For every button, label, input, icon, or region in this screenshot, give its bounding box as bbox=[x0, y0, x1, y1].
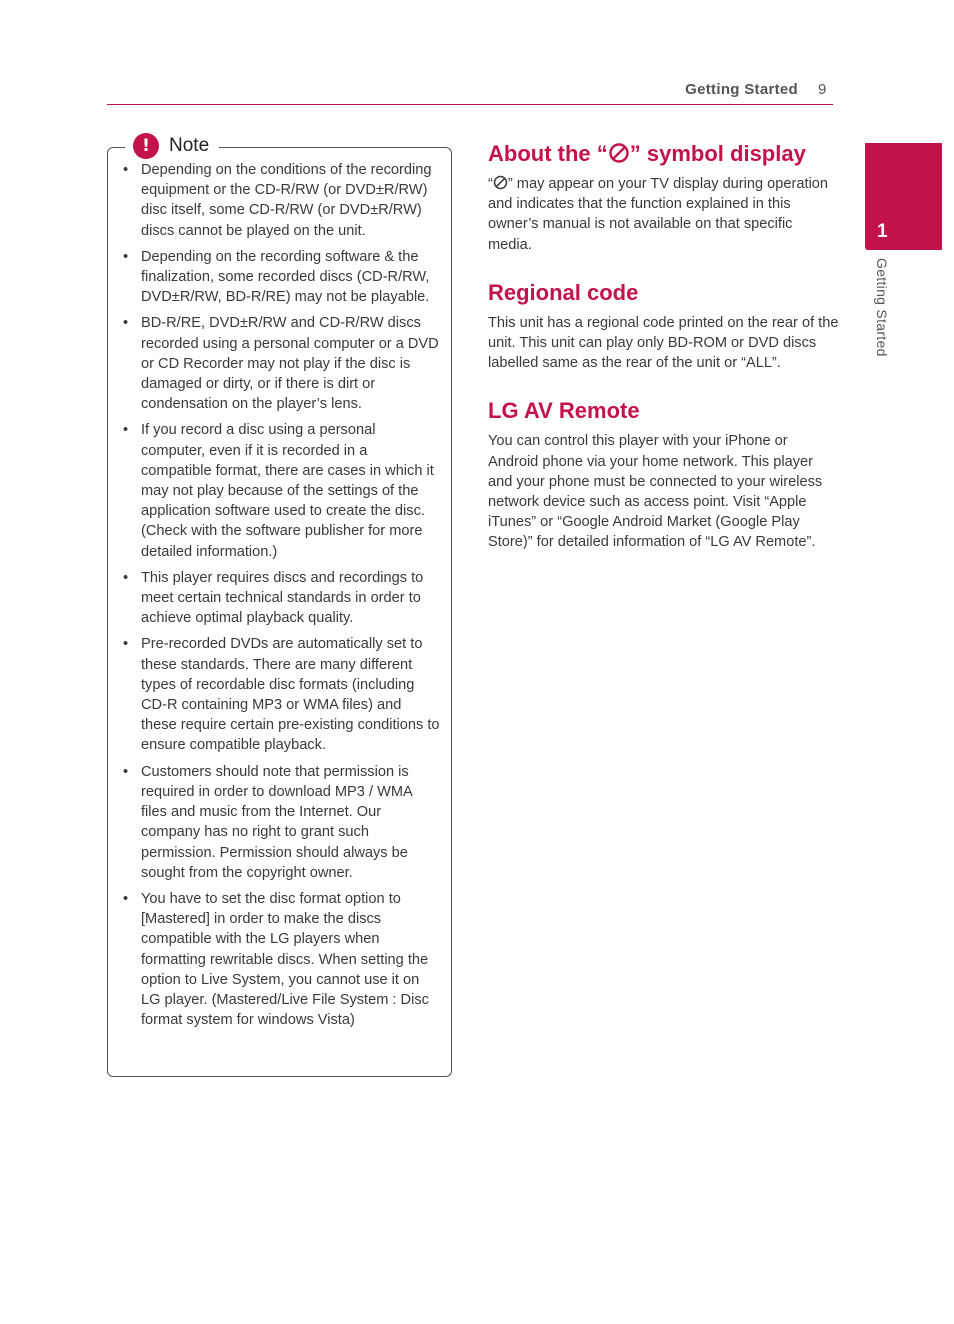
note-item: • Customers should note that permission is required in order to download MP3 / WMA files and music from the Internet. Our company has no right to grant such permission. Permission should always be sought from the copyright owner. bbox=[122, 762, 440, 883]
heading-suffix: ” symbol display bbox=[629, 141, 806, 166]
section-regional-code bbox=[488, 277, 840, 374]
section-body bbox=[488, 174, 840, 255]
note-item: • Pre-recorded DVDs are automatically set to these standards. There are many different types of recordable disc formats (including CD-R containing MP3 or WMA files) and these require certain pre-existing conditions to ensure compatible playback. bbox=[122, 634, 440, 755]
note-item: • This player requires discs and recordings to meet certain technical standards in order to achieve optimal playback quality. bbox=[122, 568, 440, 629]
prohibited-icon bbox=[608, 142, 630, 164]
note-header bbox=[125, 131, 219, 161]
note-title: Note bbox=[169, 135, 210, 156]
section-heading: Regional code bbox=[488, 279, 639, 305]
page-number: 9 bbox=[818, 81, 827, 98]
chapter-side-label: Getting Started bbox=[874, 258, 890, 357]
section-body: You can control this player with your iPhone or Android phone via your home network. This player and your phone must be connected to your wireless network device such as access point. Visit “Apple iTunes” or “Google Android Market (Google Play Store)” for detailed information of “LG AV Remote”. bbox=[488, 433, 823, 551]
section-symbol-display bbox=[488, 138, 840, 255]
note-item: • BD-R/RE, DVD±R/RW and CD-R/RW discs recorded using a personal computer or a DVD or CD Recorder may not play if the disc is damaged or dirty, or if there is dirt or condensation on the player’s lens. bbox=[122, 313, 440, 414]
section-lg-av-remote bbox=[488, 395, 840, 552]
content-column bbox=[488, 138, 840, 575]
body-prefix: “ bbox=[488, 176, 493, 192]
note-list bbox=[122, 160, 440, 1036]
chapter-tab bbox=[865, 143, 942, 250]
exclamation-icon: ! bbox=[133, 133, 159, 159]
heading-prefix: About the “ bbox=[488, 141, 608, 166]
section-heading: LG AV Remote bbox=[488, 398, 640, 424]
note-item: • Depending on the conditions of the recording equipment or the CD-R/RW (or DVD±R/RW) disc itself, some CD-R/RW (or DVD±R/RW) discs cannot be played on the unit. bbox=[122, 160, 440, 241]
section-body: This unit has a regional code printed on the rear of the unit. This unit can play only BD-ROM or DVD discs labelled same as the rear of the unit or “ALL”. bbox=[488, 314, 839, 372]
body-suffix: ” may appear on your TV display during operation and indicates that the function explained in this owner’s manual is not available on that specific media. bbox=[488, 176, 829, 253]
section-heading bbox=[488, 138, 840, 170]
running-header-section: Getting Started bbox=[685, 81, 798, 98]
header-divider bbox=[107, 104, 833, 105]
note-item: • If you record a disc using a personal computer, even if it is recorded in a compatible format, there are cases in which it may not play because of the settings of the application software used to create the disc. (Check with the software publisher for more detailed information.) bbox=[122, 420, 440, 561]
chapter-number: 1 bbox=[877, 221, 888, 242]
note-item: • Depending on the recording software & the finalization, some recorded discs (CD-R/RW, DVD±R/RW, BD-R/RE) may not be playable. bbox=[122, 247, 440, 308]
prohibited-icon bbox=[493, 175, 508, 190]
note-item: • You have to set the disc format option to [Mastered] in order to make the discs compatible with the LG players when formatting rewritable discs. When setting the option to Live System, you cannot use it on LG player. (Mastered/Live File System : Disc format system for windows Vista) bbox=[122, 889, 440, 1030]
